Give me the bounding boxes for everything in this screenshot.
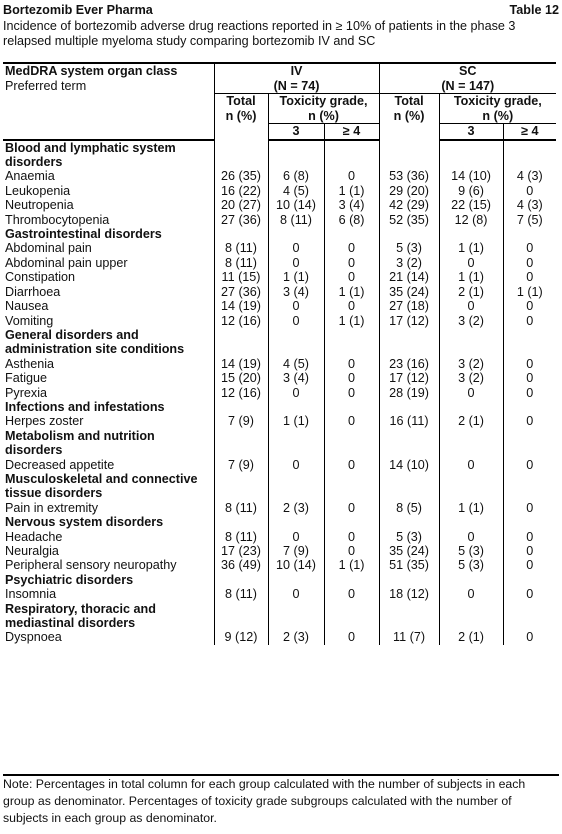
section-label: Nervous system disorders [5, 515, 164, 530]
empty-cell [439, 328, 503, 357]
sc-grade3-cell: 0 [439, 256, 503, 270]
iv-grade3-cell: 0 [268, 299, 324, 313]
table-row [3, 285, 556, 299]
empty-cell [268, 227, 324, 241]
iv-grade3-cell: 0 [268, 530, 324, 544]
sc-total-cell: 18 (12) [379, 587, 439, 601]
sc-n-label: (N = 147) [379, 79, 556, 94]
empty-cell [379, 400, 439, 414]
sc-total-cell: 51 (35) [379, 558, 439, 572]
iv-total-cell: 12 (16) [214, 386, 268, 400]
empty-cell [268, 328, 324, 357]
preferred-term: Pyrexia [5, 385, 47, 400]
preferred-term: Anaemia [5, 169, 55, 184]
section-row [3, 573, 556, 587]
section-row [3, 472, 556, 501]
iv-total-cell: 36 (49) [214, 558, 268, 572]
iv-grade4-cell: 0 [324, 630, 379, 644]
sc-total-cell: 5 (3) [379, 241, 439, 255]
sc-total-cell: 35 (24) [379, 285, 439, 299]
table-row [3, 213, 556, 227]
preferred-term: Dyspnoea [5, 630, 62, 645]
sc-grade4-cell: 0 [503, 357, 556, 371]
section-label: Gastrointestinal disorders [5, 227, 162, 242]
empty-cell [379, 328, 439, 357]
iv-grade3-cell: 0 [268, 587, 324, 601]
iv-total-cell: 15 (20) [214, 371, 268, 385]
empty-cell [379, 227, 439, 241]
empty-cell [324, 472, 379, 501]
iv-label: IV [290, 64, 303, 78]
sc-grade3-cell: 2 (1) [439, 414, 503, 428]
section-row [3, 227, 556, 241]
table-row [3, 386, 556, 400]
sc-grade4-cell: 0 [503, 530, 556, 544]
sc-grade4-header: ≥ 4 [503, 124, 556, 140]
table-row [3, 270, 556, 284]
table-row [3, 299, 556, 313]
sc-total-cell: 21 (14) [379, 270, 439, 284]
table-row [3, 458, 556, 472]
preferred-term: Neuralgia [5, 544, 59, 558]
empty-cell [214, 515, 268, 529]
iv-tox-unit: n (%) [308, 108, 339, 123]
preferred-term: Nausea [5, 299, 49, 314]
iv-grade3-cell: 0 [268, 314, 324, 328]
sc-grade3-header: 3 [439, 124, 503, 140]
iv-grade4-cell: 1 (1) [324, 558, 379, 572]
iv-grade4-cell: 1 (1) [324, 184, 379, 198]
iv-grade4-cell: 0 [324, 256, 379, 270]
iv-total-cell: 11 (15) [214, 270, 268, 284]
iv-tox-header [268, 94, 379, 124]
empty-cell [214, 328, 268, 357]
sc-total-header [379, 94, 439, 140]
empty-cell [503, 472, 556, 501]
iv-grade3-cell: 7 (9) [268, 544, 324, 558]
sc-grade3-cell: 12 (8) [439, 213, 503, 227]
sc-grade4-cell: 0 [503, 270, 556, 284]
sc-total-cell: 23 (16) [379, 357, 439, 371]
iv-total-cell: 14 (19) [214, 357, 268, 371]
sc-grade3-cell: 2 (1) [439, 630, 503, 644]
sc-tox-header [439, 94, 556, 124]
preferred-term: Insomnia [5, 587, 57, 602]
section-label: Infections and infestations [5, 399, 165, 414]
iv-grade4-cell: 0 [324, 414, 379, 428]
sc-grade3-cell: 0 [439, 386, 503, 400]
empty-cell [268, 400, 324, 414]
table-row [3, 544, 556, 558]
sc-grade3-cell: 3 (2) [439, 314, 503, 328]
empty-cell [268, 515, 324, 529]
iv-grade3-cell: 10 (14) [268, 198, 324, 212]
sc-grade4-cell: 1 (1) [503, 285, 556, 299]
empty-cell [439, 515, 503, 529]
empty-cell [439, 573, 503, 587]
iv-total-cell: 7 (9) [214, 458, 268, 472]
sc-grade4-cell: 0 [503, 587, 556, 601]
sc-total-cell: 27 (18) [379, 299, 439, 313]
iv-n-label: (N = 74) [214, 79, 379, 94]
empty-cell [503, 515, 556, 529]
preferred-term: Leukopenia [5, 183, 71, 198]
iv-grade4-cell: 0 [324, 241, 379, 255]
preferred-term: Neutropenia [5, 198, 74, 213]
sc-grade3-cell: 14 (10) [439, 169, 503, 183]
iv-grade4-cell: 0 [324, 371, 379, 385]
preferred-term: Decreased appetite [5, 457, 115, 472]
table-row [3, 587, 556, 601]
empty-cell [439, 400, 503, 414]
table-row [3, 371, 556, 385]
iv-grade4-cell: 0 [324, 386, 379, 400]
section-row [3, 140, 556, 170]
empty-cell [214, 429, 268, 458]
table-row [3, 256, 556, 270]
iv-total-cell: 27 (36) [214, 213, 268, 227]
table-row [3, 314, 556, 328]
iv-grade4-cell: 1 (1) [324, 285, 379, 299]
sc-grade3-cell: 3 (2) [439, 371, 503, 385]
sc-grade4-cell: 0 [503, 558, 556, 572]
empty-cell [503, 227, 556, 241]
iv-grade4-cell: 6 (8) [324, 213, 379, 227]
sc-grade4-cell: 4 (3) [503, 198, 556, 212]
iv-total-cell: 12 (16) [214, 314, 268, 328]
sc-grade4-cell: 0 [503, 299, 556, 313]
iv-grade3-cell: 0 [268, 386, 324, 400]
empty-cell [439, 472, 503, 501]
sc-label: SC [459, 64, 477, 78]
iv-total-cell: 8 (11) [214, 241, 268, 255]
sc-total-cell: 29 (20) [379, 184, 439, 198]
sc-tox-label: Toxicity grade, [453, 94, 542, 109]
empty-cell [214, 573, 268, 587]
table-caption: Incidence of bortezomib adverse drug reactions reported in ≥ 10% of patients in the phase 3 relapsed multiple myeloma study comparing bortezomib IV and SC [3, 19, 516, 48]
empty-cell [379, 602, 439, 631]
empty-cell [268, 429, 324, 458]
iv-grade4-cell: 0 [324, 169, 379, 183]
preferred-term: Constipation [5, 270, 76, 285]
sc-grade4-cell: 0 [503, 314, 556, 328]
table-row [3, 630, 556, 644]
section-label: Metabolism and nutrition disorders [5, 428, 155, 458]
section-label: Respiratory, thoracic and mediastinal disorders [5, 601, 156, 631]
empty-cell [268, 472, 324, 501]
iv-total-cell: 20 (27) [214, 198, 268, 212]
iv-grade4-cell: 0 [324, 587, 379, 601]
sc-grade3-cell: 1 (1) [439, 270, 503, 284]
col-soc-header: MedDRA system organ class [3, 63, 214, 79]
sc-total-cell: 5 (3) [379, 530, 439, 544]
table-row [3, 558, 556, 572]
sc-grade4-cell: 0 [503, 501, 556, 515]
section-label: Blood and lymphatic system disorders [5, 140, 176, 170]
iv-grade3-cell: 6 (8) [268, 169, 324, 183]
sc-total-cell: 14 (10) [379, 458, 439, 472]
sc-total-cell: 53 (36) [379, 169, 439, 183]
iv-grade4-cell: 0 [324, 544, 379, 558]
table-number: Table 12 [509, 3, 559, 17]
empty-cell [324, 227, 379, 241]
empty-cell [324, 140, 379, 170]
section-row [3, 602, 556, 631]
sc-total-unit: n (%) [393, 108, 425, 123]
iv-total-cell: 26 (35) [214, 169, 268, 183]
sc-tox-unit: n (%) [482, 108, 514, 123]
table-row [3, 184, 556, 198]
section-row [3, 328, 556, 357]
preferred-term: Thrombocytopenia [5, 212, 110, 227]
sc-grade3-cell: 0 [439, 299, 503, 313]
empty-cell [214, 602, 268, 631]
iv-total-cell: 16 (22) [214, 184, 268, 198]
iv-grade3-cell: 3 (4) [268, 285, 324, 299]
empty-cell [324, 602, 379, 631]
iv-total-cell: 14 (19) [214, 299, 268, 313]
preferred-term: Asthenia [5, 356, 55, 371]
iv-grade3-cell: 1 (1) [268, 414, 324, 428]
sc-grade3-cell: 0 [439, 587, 503, 601]
table-row [3, 530, 556, 544]
empty-cell [439, 602, 503, 631]
iv-grade4-cell: 0 [324, 357, 379, 371]
empty-cell [379, 573, 439, 587]
table-row [3, 357, 556, 371]
empty-cell [324, 429, 379, 458]
iv-grade3-cell: 0 [268, 241, 324, 255]
section-label: Psychiatric disorders [5, 572, 134, 587]
iv-total-cell: 8 (11) [214, 256, 268, 270]
empty-cell [268, 573, 324, 587]
empty-cell [503, 140, 556, 170]
sc-grade3-cell: 0 [439, 530, 503, 544]
sc-grade3-cell: 5 (3) [439, 558, 503, 572]
adverse-reactions-table [3, 62, 556, 645]
empty-cell [214, 472, 268, 501]
empty-cell [379, 515, 439, 529]
preferred-term: Headache [5, 529, 63, 544]
iv-grade3-cell: 8 (11) [268, 213, 324, 227]
empty-cell [503, 400, 556, 414]
sc-grade3-cell: 9 (6) [439, 184, 503, 198]
iv-tox-label: Toxicity grade, [279, 94, 368, 109]
empty-cell [439, 140, 503, 170]
empty-cell [503, 429, 556, 458]
sc-total-label: Total [394, 94, 424, 109]
iv-total-cell: 8 (11) [214, 530, 268, 544]
empty-cell [503, 602, 556, 631]
iv-total-cell: 27 (36) [214, 285, 268, 299]
sc-total-cell: 17 (12) [379, 314, 439, 328]
sc-grade3-cell: 1 (1) [439, 501, 503, 515]
table-body [3, 140, 556, 645]
section-row [3, 400, 556, 414]
empty-cell [324, 328, 379, 357]
table-row [3, 501, 556, 515]
table-row [3, 169, 556, 183]
preferred-term: Peripheral sensory neuropathy [5, 558, 177, 573]
section-row [3, 429, 556, 458]
sc-total-cell: 11 (7) [379, 630, 439, 644]
iv-total-cell: 8 (11) [214, 587, 268, 601]
sc-total-cell: 17 (12) [379, 371, 439, 385]
empty-cell [379, 140, 439, 170]
empty-cell [214, 140, 268, 170]
iv-grade3-cell: 2 (3) [268, 501, 324, 515]
section-label: Musculoskeletal and connective tissue disorders [5, 471, 198, 501]
iv-grade3-cell: 3 (4) [268, 371, 324, 385]
table-footnote: Note: Percentages in total column for each group calculated with the number of subjects in each group as denominator. Percentages of toxicity grade subgroups calculated with the number of subjects in each group as denominator. [3, 774, 559, 827]
iv-grade4-cell: 0 [324, 530, 379, 544]
sc-total-cell: 42 (29) [379, 198, 439, 212]
preferred-term: Abdominal pain upper [5, 255, 128, 270]
empty-cell [439, 429, 503, 458]
sc-grade4-cell: 0 [503, 371, 556, 385]
iv-total-cell: 17 (23) [214, 544, 268, 558]
table-header [3, 3, 559, 49]
sc-grade4-cell: 0 [503, 386, 556, 400]
sc-grade4-cell: 0 [503, 630, 556, 644]
document-title: Bortezomib Ever Pharma [3, 3, 153, 17]
sc-grade4-cell: 4 (3) [503, 169, 556, 183]
iv-grade4-cell: 0 [324, 270, 379, 284]
preferred-term: Abdominal pain [5, 241, 92, 256]
iv-total-header [214, 94, 268, 140]
iv-grade3-cell: 10 (14) [268, 558, 324, 572]
iv-grade4-cell: 1 (1) [324, 314, 379, 328]
iv-grade4-cell: 0 [324, 501, 379, 515]
iv-total-cell: 7 (9) [214, 414, 268, 428]
sc-grade3-cell: 1 (1) [439, 241, 503, 255]
iv-total-unit: n (%) [225, 108, 257, 123]
sc-grade4-cell: 0 [503, 184, 556, 198]
empty-cell [503, 328, 556, 357]
empty-cell [324, 400, 379, 414]
iv-total-cell: 9 (12) [214, 630, 268, 644]
col-sc-header [379, 63, 556, 79]
sc-grade4-cell: 0 [503, 241, 556, 255]
iv-grade4-cell: 0 [324, 299, 379, 313]
empty-cell [379, 429, 439, 458]
sc-total-cell: 16 (11) [379, 414, 439, 428]
table-row [3, 414, 556, 428]
iv-grade4-cell: 0 [324, 458, 379, 472]
section-row [3, 515, 556, 529]
iv-grade3-cell: 0 [268, 256, 324, 270]
preferred-term: Vomiting [5, 313, 54, 328]
empty-cell [324, 573, 379, 587]
sc-total-cell: 28 (19) [379, 386, 439, 400]
empty-cell [268, 602, 324, 631]
preferred-term: Pain in extremity [5, 500, 99, 515]
sc-grade3-cell: 0 [439, 458, 503, 472]
iv-grade4-header: ≥ 4 [324, 124, 379, 140]
preferred-term: Diarrhoea [5, 284, 61, 299]
sc-grade4-cell: 0 [503, 544, 556, 558]
sc-grade4-cell: 0 [503, 458, 556, 472]
empty-cell [214, 400, 268, 414]
empty-cell [439, 227, 503, 241]
sc-total-cell: 8 (5) [379, 501, 439, 515]
sc-total-cell: 35 (24) [379, 544, 439, 558]
empty-cell [214, 227, 268, 241]
sc-grade3-cell: 2 (1) [439, 285, 503, 299]
iv-grade3-header: 3 [268, 124, 324, 140]
preferred-term: Fatigue [5, 371, 48, 386]
section-label: General disorders and administration site conditions [5, 327, 185, 357]
sc-grade4-cell: 0 [503, 256, 556, 270]
iv-grade4-cell: 3 (4) [324, 198, 379, 212]
sc-grade4-cell: 7 (5) [503, 213, 556, 227]
iv-grade3-cell: 1 (1) [268, 270, 324, 284]
iv-grade3-cell: 4 (5) [268, 357, 324, 371]
iv-total-cell: 8 (11) [214, 501, 268, 515]
iv-total-label: Total [226, 94, 256, 109]
empty-cell [379, 472, 439, 501]
empty-cell [268, 140, 324, 170]
sc-grade3-cell: 3 (2) [439, 357, 503, 371]
iv-grade3-cell: 0 [268, 458, 324, 472]
sc-grade3-cell: 5 (3) [439, 544, 503, 558]
iv-grade3-cell: 4 (5) [268, 184, 324, 198]
col-pt-header: Preferred term [5, 79, 87, 93]
preferred-term: Herpes zoster [5, 414, 84, 429]
empty-cell [324, 515, 379, 529]
table-row [3, 198, 556, 212]
col-iv-header [214, 63, 379, 79]
sc-grade3-cell: 22 (15) [439, 198, 503, 212]
sc-grade4-cell: 0 [503, 414, 556, 428]
sc-total-cell: 52 (35) [379, 213, 439, 227]
sc-total-cell: 3 (2) [379, 256, 439, 270]
iv-grade3-cell: 2 (3) [268, 630, 324, 644]
empty-cell [503, 573, 556, 587]
table-row [3, 241, 556, 255]
